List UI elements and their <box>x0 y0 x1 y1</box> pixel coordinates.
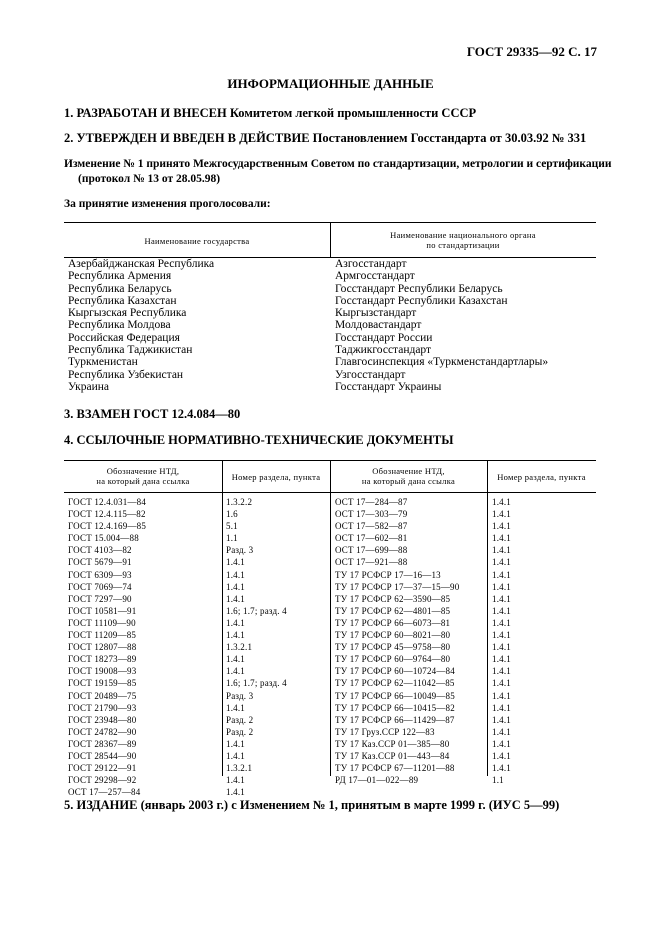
ref-num: 1.4.1 <box>492 533 511 544</box>
ref-header-doc-right: Обозначение НТД, на который дана ссылка <box>361 466 456 486</box>
ref-doc: ГОСТ 11109—90 <box>68 617 136 628</box>
ref-doc: ГОСТ 4103—82 <box>68 545 132 556</box>
ref-doc: ТУ 17 РСФСР 66—10049—85 <box>335 690 455 701</box>
ref-num: 1.4.1 <box>492 666 511 677</box>
ref-num: 1.4.1 <box>226 569 245 580</box>
ref-doc: ТУ 17 РСФСР 17—16—13 <box>335 569 441 580</box>
ref-doc: ГОСТ 12.4.115—82 <box>68 509 146 520</box>
ref-header-num-left: Номер раздела, пункта <box>231 472 321 482</box>
ref-doc: ОСТ 17—284—87 <box>335 497 408 507</box>
ref-doc: ГОСТ 24782—90 <box>68 726 137 737</box>
ref-doc: ОСТ 17—303—79 <box>335 509 408 520</box>
ref-num: 1.6; 1.7; разд. 4 <box>226 678 287 689</box>
voted-title: За принятие изменения проголосовали: <box>64 198 271 210</box>
ref-doc: ТУ 17 РСФСР 17—37—15—90 <box>335 581 460 592</box>
ref-num: 1.4.1 <box>226 593 245 604</box>
ref-doc: ГОСТ 29122—91 <box>68 763 137 774</box>
ref-num: 1.4.1 <box>226 702 245 713</box>
section-5: 5. ИЗДАНИЕ (январь 2003 г.) с Изменением № 1, принятым в марте 1999 г. (ИУС 5—99) <box>64 798 560 812</box>
ref-doc: РД 17—01—022—89 <box>335 775 419 786</box>
ref-doc: ТУ 17 РСФСР 62—3590—85 <box>335 593 451 604</box>
ref-num: Разд. 2 <box>226 726 254 737</box>
ref-num: 1.4.1 <box>226 630 245 641</box>
ref-num: 1.4.1 <box>226 617 245 628</box>
vote-body: Госстандарт России <box>335 331 433 344</box>
ref-num: 1.4.1 <box>492 750 511 761</box>
ref-num: 1.4.1 <box>492 569 511 580</box>
ref-left-nums <box>226 496 287 798</box>
ref-num: Разд. 3 <box>226 690 254 701</box>
change-note: Изменение № 1 принято Межгосударственным Советом по стандартизации, метрологии и сертификации (протокол № 13 от 28.05.98) <box>64 158 612 185</box>
page-header: ГОСТ 29335—92 С. 17 <box>466 44 597 59</box>
ref-doc: ГОСТ 20489—75 <box>68 690 137 701</box>
ref-num: 1.4.1 <box>492 593 511 604</box>
vote-body: Кыргызстандарт <box>335 307 417 320</box>
vote-state: Украина <box>68 380 109 393</box>
ref-doc: ГОСТ 12.4.031—84 <box>68 497 147 507</box>
ref-num: 1.4.1 <box>492 545 511 556</box>
ref-num: 1.4.1 <box>492 726 511 737</box>
ref-doc: ТУ 17 РСФСР 66—10415—82 <box>335 702 455 713</box>
vote-header-body: Наименование национального органа по стандартизации <box>390 230 536 250</box>
ref-num: 1.4.1 <box>226 750 245 761</box>
ref-num: 1.4.1 <box>492 605 511 616</box>
section-3: 3. ВЗАМЕН ГОСТ 12.4.084—80 <box>64 407 241 421</box>
ref-num: 1.4.1 <box>492 763 511 774</box>
ref-doc: ГОСТ 12.4.169—85 <box>68 521 147 532</box>
vote-state: Азербайджанская Республика <box>68 258 215 270</box>
ref-num: 1.4.1 <box>492 642 511 653</box>
ref-divider-1 <box>222 460 223 776</box>
section-1: 1. РАЗРАБОТАН И ВНЕСЕН Комитетом легкой промышленности СССР <box>64 106 477 120</box>
ref-num: 1.4.1 <box>226 738 245 749</box>
ref-doc: ОСТ 17—257—84 <box>68 787 141 798</box>
ref-header-num-right: Номер раздела, пункта <box>497 472 586 482</box>
vote-state: Республика Беларусь <box>68 282 172 295</box>
vote-state: Республика Армения <box>68 270 172 283</box>
vote-body: Азгосстандарт <box>335 258 407 270</box>
ref-doc: ТУ 17 РСФСР 66—6073—81 <box>335 617 451 628</box>
ref-num: Разд. 3 <box>226 545 254 556</box>
ref-num: 1.4.1 <box>492 557 511 568</box>
vote-body: Госстандарт Республики Казахстан <box>335 294 508 307</box>
ref-doc: ОСТ 17—699—88 <box>335 545 408 556</box>
section-4: 4. ССЫЛОЧНЫЕ НОРМАТИВНО-ТЕХНИЧЕСКИЕ ДОКУМЕНТЫ <box>64 433 454 447</box>
ref-doc: ГОСТ 19008—93 <box>68 666 137 677</box>
ref-num: Разд. 2 <box>226 714 254 725</box>
vote-body: Молдовастандарт <box>335 319 422 332</box>
ref-num: 1.4.1 <box>492 617 511 628</box>
ref-right-nums <box>492 496 511 786</box>
vote-body: Главгосинспекция «Туркменстандартлары» <box>335 356 549 369</box>
ref-doc: ТУ 17 РСФСР 66—11429—87 <box>335 714 455 725</box>
ref-doc: ГОСТ 29298—92 <box>68 775 137 786</box>
ref-num: 1.4.1 <box>492 509 511 520</box>
vote-body: Госстандарт Украины <box>335 380 442 393</box>
ref-doc: ГОСТ 28367—89 <box>68 738 137 749</box>
ref-doc: ОСТ 17—921—88 <box>335 557 408 568</box>
ref-num: 1.4.1 <box>492 654 511 665</box>
ref-num: 1.1 <box>492 775 504 786</box>
ref-num: 5.1 <box>226 521 238 532</box>
ref-doc: ГОСТ 7069—74 <box>68 581 132 592</box>
ref-num: 1.6 <box>226 509 238 520</box>
vote-state: Республика Таджикистан <box>68 344 193 357</box>
ref-doc: ГОСТ 23948—80 <box>68 714 137 725</box>
ref-num: 1.4.1 <box>226 666 245 677</box>
vote-body: Таджикгосстандарт <box>335 344 432 357</box>
ref-num: 1.4.1 <box>226 775 245 786</box>
ref-num: 1.4.1 <box>492 630 511 641</box>
vote-state: Республика Казахстан <box>68 294 177 307</box>
page-title: ИНФОРМАЦИОННЫЕ ДАННЫЕ <box>227 76 434 91</box>
ref-num: 1.3.2.1 <box>226 642 253 653</box>
vote-state: Кыргызская Республика <box>68 307 187 320</box>
vote-bodies-column <box>335 258 548 393</box>
ref-num: 1.4.1 <box>492 702 511 713</box>
ref-doc: ГОСТ 10581—91 <box>68 605 137 616</box>
vote-state: Республика Узбекистан <box>68 368 184 381</box>
vote-state: Российская Федерация <box>68 331 180 344</box>
ref-left-docs <box>68 496 146 798</box>
ref-doc: ГОСТ 5679—91 <box>68 557 132 568</box>
ref-doc: ТУ 17 РСФСР 60—8021—80 <box>335 630 451 641</box>
ref-header-doc-left: Обозначение НТД, на который дана ссылка <box>96 466 190 486</box>
ref-divider-2 <box>330 460 331 776</box>
ref-num: 1.4.1 <box>492 497 511 507</box>
ref-num: 1.3.2.1 <box>226 763 253 774</box>
ref-doc: ГОСТ 12807—88 <box>68 642 137 653</box>
ref-doc: ТУ 17 РСФСР 60—9764—80 <box>335 654 451 665</box>
vote-body: Армгосстандарт <box>335 270 415 283</box>
ref-doc: ТУ 17 Каз.ССР 01—443—84 <box>335 750 450 761</box>
ref-doc: ГОСТ 19159—85 <box>68 678 137 689</box>
ref-num: 1.4.1 <box>492 714 511 725</box>
ref-divider-3 <box>487 460 488 776</box>
ref-doc: ТУ 17 РСФСР 60—10724—84 <box>335 666 455 677</box>
ref-doc: ОСТ 17—602—81 <box>335 533 408 544</box>
vote-body: Госстандарт Республики Беларусь <box>335 282 503 295</box>
ref-doc: ГОСТ 15.004—88 <box>68 533 139 544</box>
ref-doc: ТУ 17 РСФСР 62—4801—85 <box>335 605 451 616</box>
ref-doc: ГОСТ 18273—89 <box>68 654 137 665</box>
ref-num: 1.1 <box>226 533 238 544</box>
ref-num: 1.4.1 <box>226 557 245 568</box>
ref-right-docs <box>335 496 459 786</box>
ref-doc: ГОСТ 7297—90 <box>68 593 132 604</box>
ref-doc: ГОСТ 6309—93 <box>68 569 132 580</box>
ref-doc: ГОСТ 28544—90 <box>68 750 137 761</box>
ref-num: 1.4.1 <box>492 678 511 689</box>
vote-state: Туркменистан <box>68 356 138 369</box>
ref-doc: ОСТ 17—582—87 <box>335 521 408 532</box>
ref-num: 1.4.1 <box>492 738 511 749</box>
ref-num: 1.4.1 <box>226 654 245 665</box>
vote-states-column <box>68 258 214 393</box>
ref-doc: ГОСТ 21790—93 <box>68 702 137 713</box>
vote-header-state: Наименование государства <box>144 236 250 246</box>
ref-doc: ГОСТ 11209—85 <box>68 630 137 641</box>
ref-num: 1.4.1 <box>226 787 245 798</box>
ref-num: 1.4.1 <box>492 521 511 532</box>
ref-num: 1.6; 1.7; разд. 4 <box>226 605 287 616</box>
ref-num: 1.4.1 <box>226 581 245 592</box>
section-2: 2. УТВЕРЖДЕН И ВВЕДЕН В ДЕЙСТВИЕ Постановлением Госстандарта от 30.03.92 № 331 <box>64 131 587 145</box>
ref-doc: ТУ 17 Груз.ССР 122—83 <box>335 726 435 737</box>
vote-state: Республика Молдова <box>68 319 171 332</box>
ref-doc: ТУ 17 Каз.ССР 01—385—80 <box>335 738 450 749</box>
ref-doc: ТУ 17 РСФСР 45—9758—80 <box>335 642 451 653</box>
ref-num: 1.4.1 <box>492 581 511 592</box>
ref-doc: ТУ 17 РСФСР 62—11042—85 <box>335 678 455 689</box>
ref-doc: ТУ 17 РСФСР 67—11201—88 <box>335 763 455 774</box>
vote-body: Узгосстандарт <box>335 368 406 381</box>
ref-num: 1.4.1 <box>492 690 511 701</box>
ref-num: 1.3.2.2 <box>226 497 253 507</box>
